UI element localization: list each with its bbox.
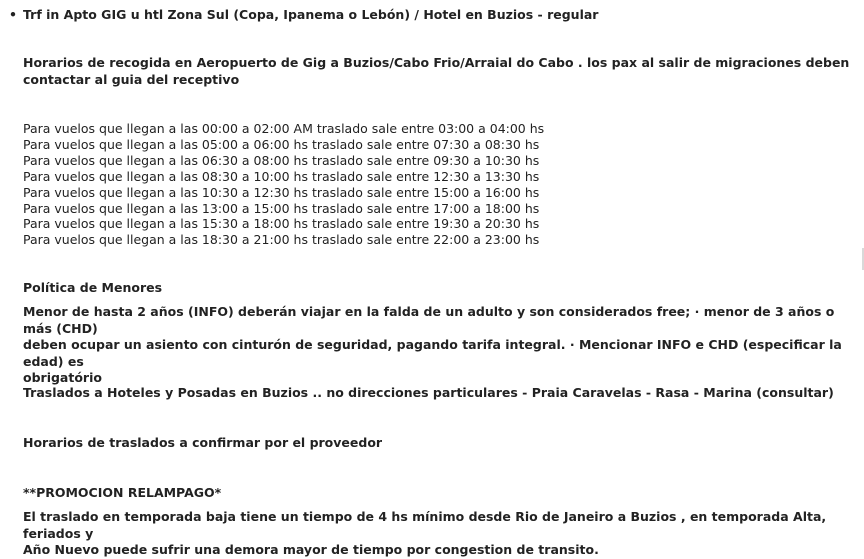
schedule-line: Para vuelos que llegan a las 10:30 a 12:30 hs traslado sale entre 15:00 a 16:00 hs bbox=[23, 184, 540, 200]
bullet-icon: • bbox=[9, 7, 17, 22]
pickup-heading-line: Horarios de recogida en Aeropuerto de Gig a Buzios/Cabo Frio/Arraial do Cabo . los pax al salir de migraciones deben bbox=[23, 55, 850, 70]
schedule-line: Para vuelos que llegan a las 08:30 a 10:00 hs traslado sale entre 12:30 a 13:30 hs bbox=[23, 168, 540, 184]
minors-policy-line: obrigatório bbox=[23, 370, 102, 385]
schedule-line: Para vuelos que llegan a las 15:30 a 18:00 hs traslado sale entre 19:30 a 20:30 hs bbox=[23, 216, 540, 232]
promo-heading: **PROMOCION RELAMPAGO* bbox=[23, 485, 222, 500]
promo-text bbox=[23, 509, 853, 559]
pickup-schedule-list bbox=[23, 121, 853, 248]
transfer-title-item bbox=[9, 6, 598, 23]
schedule-line: Para vuelos que llegan a las 00:00 a 02:00 AM traslado sale entre 03:00 a 04:00 hs bbox=[23, 121, 545, 136]
promo-text-line: El traslado en temporada baja tiene un tiempo de 4 hs mínimo desde Rio de Janeiro a Buzios , en temporada Alta, feriados y bbox=[23, 509, 827, 541]
promo-text-line: Año Nuevo puede sufrir una demora mayor de tiempo por congestion de transito. bbox=[23, 542, 599, 557]
pickup-heading-line: contactar al guia del receptivo bbox=[23, 71, 240, 87]
hotels-note: Traslados a Hoteles y Posadas en Buzios .. no direcciones particulares - Praia Caravelas - Rasa - Marina (consultar) bbox=[23, 385, 834, 400]
minors-policy-heading: Política de Menores bbox=[23, 280, 163, 295]
schedule-line: Para vuelos que llegan a las 05:00 a 06:00 hs traslado sale entre 07:30 a 08:30 hs bbox=[23, 136, 540, 152]
minors-policy-line: Menor de hasta 2 años (INFO) deberán viajar en la falda de un adulto y son considerados free; · menor de 3 años o más (CHD) bbox=[23, 304, 835, 336]
pickup-heading bbox=[23, 55, 853, 88]
confirm-note: Horarios de traslados a confirmar por el proveedor bbox=[23, 435, 383, 450]
schedule-line: Para vuelos que llegan a las 06:30 a 08:00 hs traslado sale entre 09:30 a 10:30 hs bbox=[23, 152, 540, 168]
minors-policy-text bbox=[23, 304, 853, 387]
transfer-title: Trf in Apto GIG u htl Zona Sul (Copa, Ipanema o Lebón) / Hotel en Buzios - regular bbox=[23, 7, 599, 22]
schedule-line: Para vuelos que llegan a las 18:30 a 21:00 hs traslado sale entre 22:00 a 23:00 hs bbox=[23, 232, 540, 248]
schedule-line: Para vuelos que llegan a las 13:00 a 15:00 hs traslado sale entre 17:00 a 18:00 hs bbox=[23, 200, 540, 216]
minors-policy-line: deben ocupar un asiento con cinturón de seguridad, pagando tarifa integral. · Mencionar INFO e CHD (especificar la edad) es bbox=[23, 337, 842, 369]
